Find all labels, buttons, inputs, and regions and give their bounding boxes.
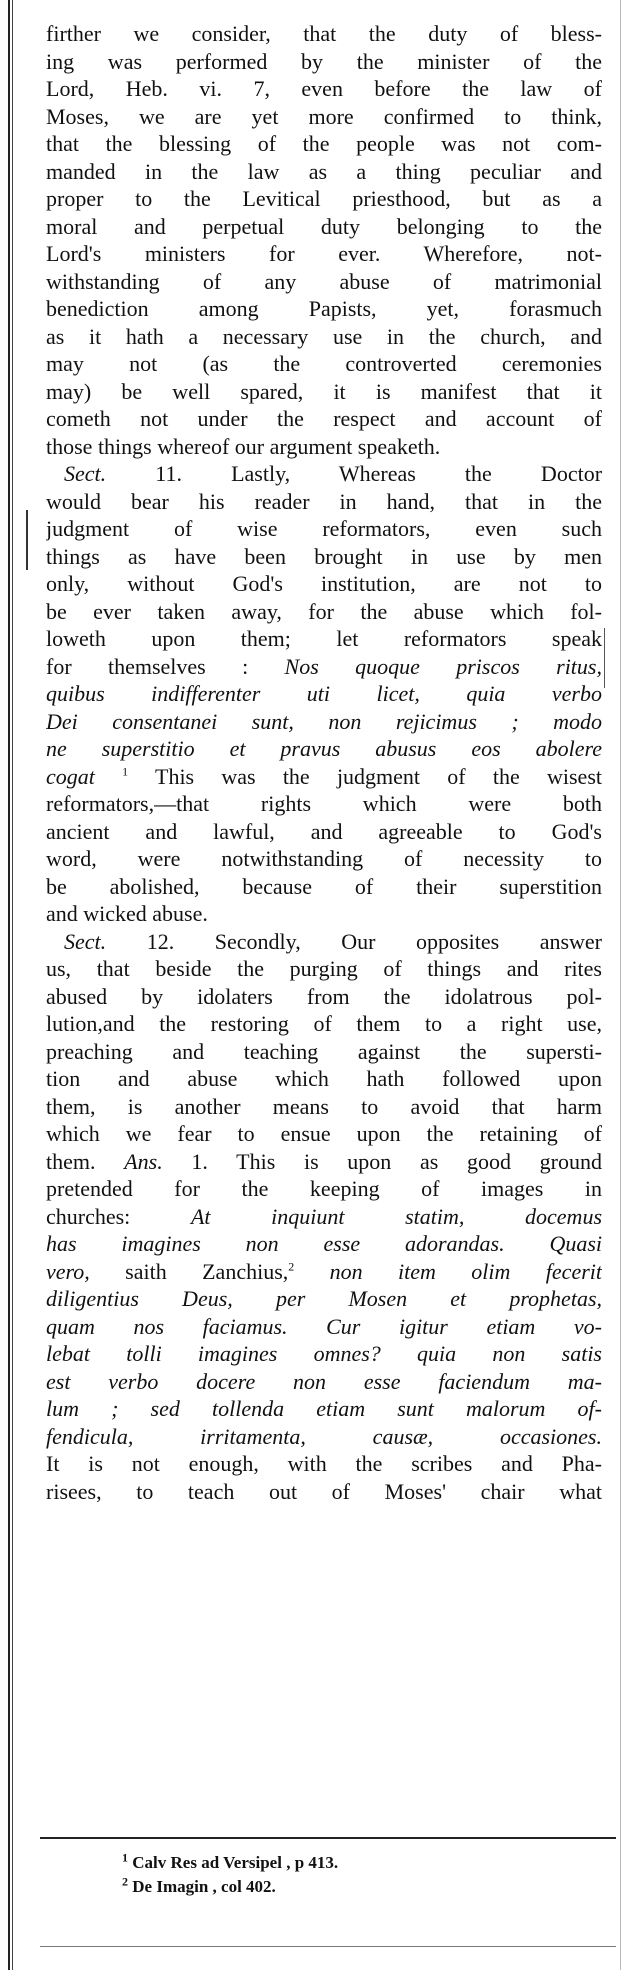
- latin-quote: non item olim fecerit: [329, 1258, 602, 1284]
- text-line: proper to the Levitical priesthood, but as a: [46, 186, 602, 211]
- text-line: Lord's ministers for ever. Wherefore, not-: [46, 241, 602, 266]
- text-line: may) be well spared, it is manifest that it: [46, 378, 602, 404]
- latin-quote-line: diligentius Deus, per Mosen et prophetas,: [46, 1286, 602, 1311]
- text-line: would bear his reader in hand, that in the: [46, 488, 602, 514]
- latin-quote-line: lum ; sed tollenda etiam sunt malorum of-: [46, 1396, 602, 1421]
- latin-quote-line: quam nos faciamus. Cur igitur etiam vo-: [46, 1313, 602, 1339]
- text-line: lution,and the restoring of them to a right use,: [46, 1011, 602, 1036]
- footnote-mark: 1: [122, 1850, 128, 1865]
- body-text: [46, 20, 602, 1505]
- text-line: ancient and lawful, and agreeable to God's: [46, 818, 602, 844]
- text-line: risees, to teach out of Moses' chair what: [46, 1478, 602, 1504]
- footnote-mark: 2: [122, 1874, 128, 1889]
- text-span: Secondly, Our opposites answer: [214, 928, 602, 954]
- text-line: [46, 1230, 602, 1258]
- text-line: Moses, we are yet more confirmed to think,: [46, 103, 602, 129]
- text-line: be abolished, because of their superstition: [46, 873, 602, 899]
- text-line: [46, 1203, 602, 1231]
- text-line: pretended for the keeping of images in: [46, 1176, 602, 1201]
- latin-quote-line: est verbo docere non esse faciendum ma-: [46, 1368, 602, 1394]
- footnote-marker: 1: [122, 764, 129, 779]
- left-page-rule-inner: [12, 0, 13, 1970]
- footnote-1: [122, 1851, 338, 1875]
- text-line: them, is another means to avoid that harm: [46, 1093, 602, 1119]
- text-line: loweth upon them; let reformators speak: [46, 626, 602, 651]
- text-line: firther we consider, that the duty of bless-: [46, 21, 602, 46]
- text-line: [46, 1258, 602, 1286]
- text-line: things as have been brought in use by men: [46, 543, 602, 569]
- section-number: 11.: [155, 461, 182, 486]
- left-page-rule: [8, 0, 10, 1970]
- footnote-text: De Imagin , col 402.: [132, 1877, 276, 1896]
- text-line: that the blessing of the people was not com-: [46, 131, 602, 156]
- text-span: churches:: [46, 1203, 131, 1229]
- text-line: [46, 763, 602, 791]
- text-line: Lord, Heb. vi. 7, even before the law of: [46, 76, 602, 101]
- text-line: word, were notwithstanding of necessity to: [46, 846, 602, 871]
- text-line: reformators,—that rights which were both: [46, 791, 602, 816]
- text-span: saith Zanchius,: [125, 1258, 289, 1284]
- text-line: and wicked abuse.: [46, 901, 208, 926]
- latin-quote-line: ne superstitio et pravus abusus eos abolere: [46, 736, 602, 761]
- bottom-rule: [40, 1946, 616, 1947]
- latin-quote-line: Dei consentanei sunt, non rejicimus ; modo: [46, 708, 602, 734]
- latin-quote: At inquiunt statim, docemus: [190, 1203, 602, 1229]
- text-line: It is not enough, with the scribes and Pha-: [46, 1451, 602, 1476]
- text-line: preaching and teaching against the supersti-: [46, 1038, 602, 1064]
- latin-quote-line: fendicula, irritamenta, causæ, occasiones.: [46, 1423, 602, 1449]
- footnote-marker: 2: [288, 1259, 295, 1274]
- text-line: those things whereof our argument speaketh.: [46, 433, 441, 459]
- text-line: manded in the law as a thing peculiar and: [46, 158, 602, 184]
- section-11-heading-line: [46, 460, 602, 488]
- section-label: Sect.: [64, 928, 107, 954]
- footnote-rule: [40, 1837, 616, 1839]
- text-line: judgment of wise reformators, even such: [46, 516, 602, 541]
- latin-quote-line: lebat tolli imagines omnes? quia non satis: [46, 1341, 602, 1366]
- text-line: only, without God's institution, are not to: [46, 571, 602, 596]
- text-line: which we fear to ensue upon the retaining of: [46, 1121, 602, 1146]
- text-line: benediction among Papists, yet, forasmuch: [46, 296, 602, 321]
- footnote-text: Calv Res ad Versipel , p 413.: [132, 1853, 339, 1872]
- latin-quote-line: quibus indifferenter uti licet, quia verbo: [46, 681, 602, 706]
- margin-mark: [26, 510, 28, 570]
- text-line: ing was performed by the minister of the: [46, 48, 602, 74]
- text-line: cometh not under the respect and account of: [46, 406, 602, 431]
- answer-label: Ans.: [124, 1148, 163, 1174]
- text-span: This was the judgment of the wisest: [155, 763, 602, 789]
- text-span: for themselves :: [46, 653, 249, 679]
- text-line: may not (as the controverted ceremonies: [46, 351, 602, 376]
- footnote-2: [122, 1875, 338, 1899]
- text-line: moral and perpetual duty belonging to the: [46, 213, 602, 239]
- text-line: as it hath a necessary use in the church, and: [46, 323, 602, 349]
- text-line: withstanding of any abuse of matrimonial: [46, 268, 602, 294]
- text-line: [46, 653, 602, 681]
- latin-quote: vero,: [46, 1258, 90, 1284]
- right-page-edge: [620, 0, 621, 1970]
- latin-quote: Quasi: [549, 1231, 602, 1256]
- section-label: Sect.: [64, 461, 107, 486]
- margin-mark: [604, 628, 605, 688]
- text-line: us, that beside the purging of things and rites: [46, 956, 602, 981]
- text-line: abused by idolaters from the idolatrous pol-: [46, 983, 602, 1009]
- text-line: tion and abuse which hath followed upon: [46, 1066, 602, 1091]
- text-line: [46, 1148, 602, 1176]
- text-line: be ever taken away, for the abuse which fol-: [46, 598, 602, 624]
- latin-quote: cogat: [46, 763, 95, 789]
- section-number: 12.: [146, 928, 175, 954]
- latin-quote: Nos quoque priscos ritus,: [284, 653, 602, 679]
- text-span: 1. This is upon as good ground: [191, 1148, 602, 1174]
- section-12-heading-line: [46, 928, 602, 956]
- text-span: them.: [46, 1148, 96, 1174]
- text-span: Lastly, Whereas the Doctor: [231, 461, 602, 486]
- footnotes: [122, 1851, 338, 1899]
- latin-quote: has imagines non esse adorandas.: [46, 1231, 505, 1256]
